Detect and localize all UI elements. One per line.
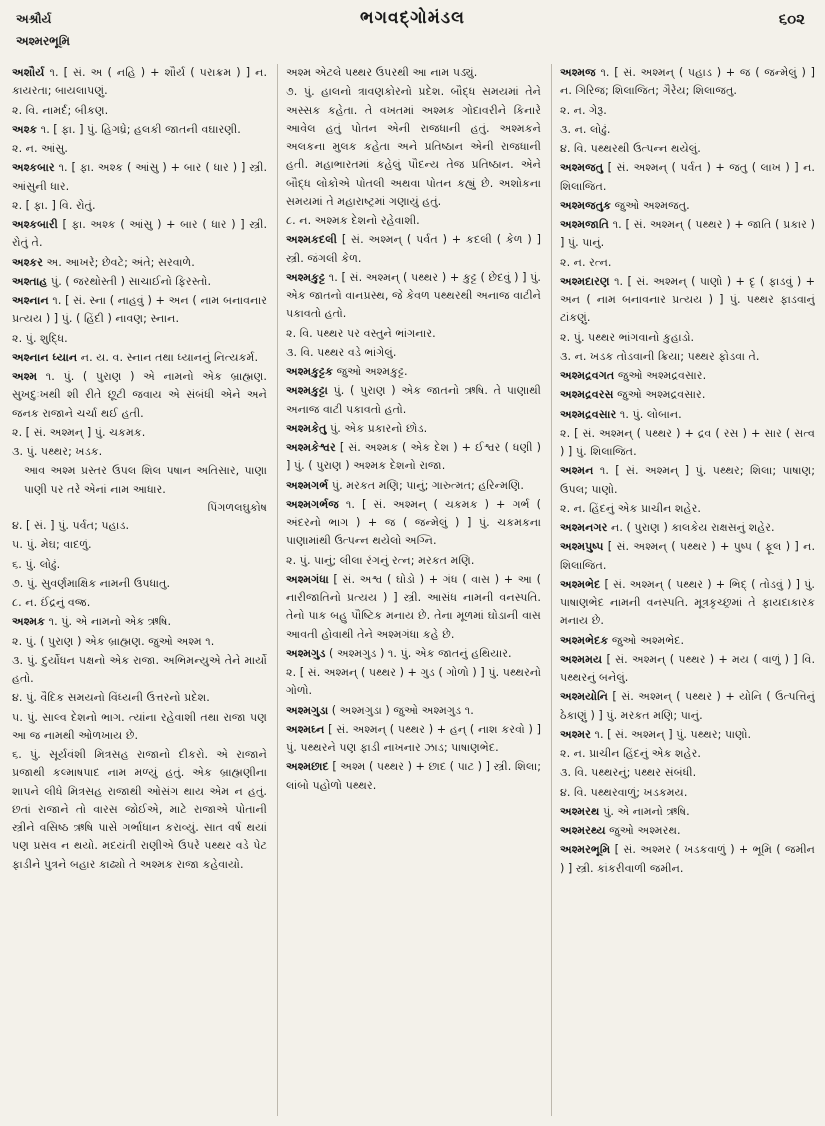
definition-text: [ સં. અશ્મક ( એક દેશ ) + ઈશ્વર ( ધણી ) ] પું. ( પુરાણ ) અશ્મક દેશનો રાજા.: [286, 441, 541, 473]
definition-text: જુઓ અશ્મજતુ.: [611, 198, 690, 212]
dictionary-entry: [12, 575, 267, 593]
definition-text: પું. ( જરથોસ્તી ) સાચાઈનો ફિરસ્તો.: [47, 274, 212, 288]
quotation-source: [12, 499, 267, 517]
definition-text: ૪. વિ. પથ્થરથી ઉત્પન્ન થયેલું.: [560, 142, 701, 155]
definition-text: ૧. [ ફા. અશ્ક ( આંસુ ) + બાર ( ધાર ) ] સ્ત્રી. આંસુની ધાર.: [12, 161, 267, 193]
headword: અશ્મગંધા: [286, 572, 329, 586]
dictionary-entry: [12, 197, 267, 215]
headword: અશ્મકુટ્ટક: [286, 365, 334, 378]
dictionary-entry: [286, 344, 541, 362]
definition-text: ૨. વિ. પથ્થર પર વસ્તુને ભાંગનાર.: [286, 326, 436, 340]
headword: અશ્મગર્ભ: [286, 478, 329, 492]
definition-text: ૧. [ ફા. ] પું. હિગધ્રે; હલકી જાતની વઘારણી.: [37, 122, 241, 136]
dictionary-entry: [12, 613, 267, 631]
dictionary-entry: [12, 368, 267, 423]
headword: અશ્મ: [12, 370, 38, 383]
headword: અશ્મકુટ્ટ: [286, 270, 326, 284]
dictionary-entry: [560, 822, 815, 840]
dictionary-entry: [286, 721, 541, 758]
dictionary-entry: [560, 726, 815, 744]
dictionary-entry: [560, 688, 815, 725]
headword: અશ્મગુડ: [286, 646, 326, 660]
definition-text: ૮. ન. ઈંદ્રનું વજ્ર.: [12, 596, 91, 609]
definition-text: ન. ય. વ. સ્નાન તથા ધ્યાનનું નિત્યકર્મ.: [77, 350, 259, 364]
definition-text: ૩. પું. દુર્યોધન પક્ષનો એક રાજા. અભિમન્યુએ તેને માર્યો હતો.: [12, 653, 267, 685]
definition-text: [ સં. અશ્વ ( ઘોડો ) + ગંધ ( વાસ ) + આ ( નારીજાતિનો પ્રત્યય ) ] સ્ત્રી. આસંધ નામની વનસ્પતિ. તેનો પાક બહુ પૌષ્ટિક મનાય છે. તેના મૂળમાં ઘોડાની વાસ આવતી હોવાથી તેને અશ્મગંધા કહે છે.: [286, 572, 541, 641]
definition-text: ૬. પું. લોઢું.: [12, 557, 61, 571]
dictionary-entry: [560, 197, 815, 215]
page-header: [0, 0, 825, 62]
dictionary-entry: [12, 349, 267, 367]
definition-text: ન. ( પુરાણ ) કાલકેય રાક્ષસનું શહેર.: [607, 521, 775, 534]
headword: અશ્કર: [12, 255, 43, 269]
dictionary-entry: [560, 764, 815, 782]
headword: અશ્મમય: [560, 652, 603, 666]
definition-text: ૬. પું. સૂર્યવંશી મિત્રસહ રાજાનો દીકરો. એ રાજાને પ્રજાથી કલ્માષપાદ નામ મળ્યું હતું. એક બ્રાહ્મણીના શાપને લીધે મિત્રસહ રાજાથી ઓસંગ થાય એમ ન હતું. છતાં રાજાને તો વારસ જોઈએ, માટે રાજાએ પોતાની સ્ત્રીને વસિષ્ઠ ઋષિ પાસે ગર્ભાધાન કરાવ્યું. સાત વર્ષ થયાં પણ પ્રસવ ન થયો. મદયંતી રાણીએ ઉપરે પથ્થર વડે પેટ ફાડીને પુત્રને બહાર કાઢ્યો તે અશ્મક રાજા કહેવાયો.: [12, 748, 267, 871]
headword: અશ્મજતુ: [560, 161, 604, 175]
guide-word-last: અશ્મરભૂમિ: [16, 34, 70, 48]
definition-text: ૨. ન. ગેરૂ.: [560, 103, 607, 117]
definition-text: ૨. પું. ( પુરાણ ) એક બ્રાહ્મણ. જુઓ અશ્મ ૧.: [12, 634, 215, 648]
dictionary-entry: [12, 594, 267, 612]
dictionary-columns: [12, 64, 815, 1116]
dictionary-entry: [286, 552, 541, 570]
dictionary-entry: [286, 496, 541, 551]
definition-text: [ સં. અશ્મન્ ( પર્વત ) + જતુ ( લાખ ) ] ન. શિલાજિત.: [560, 161, 815, 193]
dictionary-entry: [560, 784, 815, 802]
dictionary-entry: [12, 746, 267, 874]
dictionary-entry: [560, 216, 815, 253]
definition-text: ૨. પું. પાનું; લીલા રંગનું રત્ન; મરકત મણિ.: [286, 553, 475, 567]
headword: અશ્મકેશ્વર: [286, 441, 336, 454]
definition-text: ૩. પું. પથ્થર; ખડક.: [12, 445, 103, 458]
definition-text: ૩. ન. ખડક તોડવાની ક્રિયા; પથ્થર ફોડવા તે.: [560, 349, 760, 363]
dictionary-entry: [560, 102, 815, 120]
definition-text: ૧. [ સં. અશ્મન્ ( પાણો ) + દૃ ( ફાડવું ) + અન ( નામ બનાવનાર પ્રત્યય ) ] પું. પથ્થર ફાડવાનું ટાંકણું.: [560, 274, 815, 325]
dictionary-entry: [286, 363, 541, 381]
headword: અશ્કબાર: [12, 161, 55, 175]
definition-text: ૨. પું. પથ્થર ભાંગવાનો કુહાડો.: [560, 330, 695, 344]
dictionary-entry: [560, 841, 815, 878]
definition-text: [ સં. અશ્મન્ ( પથ્થર ) + મય ( વાળું ) ] વિ. પથ્થરનું બનેલું.: [560, 652, 815, 684]
headword: અશ્મક: [12, 615, 46, 629]
dictionary-entry: [12, 64, 267, 101]
headword: અશ્મજ: [560, 66, 596, 79]
headword: અશ્નાન ધ્યાન: [12, 350, 78, 364]
definition-text: ૩. ન. લોઢું.: [560, 122, 611, 136]
guide-word-first: અશ્રૌર્ય: [16, 12, 52, 26]
dictionary-entry: [560, 329, 815, 347]
dictionary-entry: [286, 269, 541, 324]
dictionary-entry: [286, 645, 541, 663]
dictionary-entry: [12, 159, 267, 196]
definition-text: [ સં. અશ્મન્ ( પથ્થર ) + હન્ ( નાશ કરવો ) ] પું. પથ્થરને પણ ફાડી નાખનાર ઝાડ; પાષાણભેદ.: [286, 722, 541, 754]
dictionary-entry: [12, 556, 267, 574]
dictionary-entry: [286, 664, 541, 701]
definition-text: [ ફા. અશ્ક ( આંસુ ) + બાર ( ધાર ) ] સ્ત્રી. રોતું તે.: [12, 218, 267, 250]
dictionary-entry: [560, 367, 815, 385]
definition-text: ૧. પું. લોબાન.: [616, 407, 682, 421]
dictionary-entry: [286, 702, 541, 720]
headword: અશ્મકુટ્ટા: [286, 384, 328, 398]
dictionary-entry: [560, 538, 815, 575]
dictionary-entry: [286, 325, 541, 343]
definition-text: ૧. [ સં. અશ્મન્ ( પથ્થર ) + કુટ્ટ ( છેદવું ) ] પું. એક જાતનો વાનપ્રસ્થ, જે કેવળ પથ્થરથી અનાજ વાટીને પકાવતો હતો.: [286, 270, 541, 321]
headword: અશ્મદ્રવસાર: [560, 407, 617, 421]
definition-text: ૨. વિ. નામર્દ; બીકણ.: [12, 103, 109, 117]
headword: અશ્મભેદ: [560, 577, 601, 591]
headword: અશ્મકદલી: [286, 233, 337, 247]
headword: અશૌર્ય: [12, 66, 45, 79]
definition-text: ( અશ્મગુડ ) ૧. પું. એક જાતનું હથિયાર.: [325, 646, 512, 660]
headword: અશ્મનગર: [560, 521, 608, 534]
dictionary-entry: [560, 651, 815, 688]
definition-text: ૨. [ ફા. ] વિ. રોતું.: [12, 198, 96, 212]
headword: અશ્મયોનિ: [560, 690, 608, 704]
definition-text: ૨. [ સં. અશ્મન્ ( પથ્થર ) + દ્રવ ( રસ ) + સાર ( સત્વ ) ] પું. શિલાજિત.: [560, 426, 815, 458]
dictionary-entry: [12, 102, 267, 120]
definition-text: જુઓ અશ્મભેદ.: [608, 633, 685, 647]
page-number: ૬૦૨: [778, 10, 805, 28]
definition-text: ૩. વિ. પથ્થર વડે ભાંગેલું.: [286, 345, 397, 359]
dictionary-entry: [12, 652, 267, 689]
dictionary-entry: [12, 709, 267, 746]
definition-text: [ સં. અશ્મન્ ( પથ્થર ) + ભિદ્ ( તોડવું ) ] પું. પાષાણભેદ નામની વનસ્પતિ. મૂત્રકૃચ્છ્રમાં તે ફાયદાકારક મનાય છે.: [560, 577, 815, 628]
definition-text: અ. આખરે; છેવટે; અંતે; સરવાળે.: [42, 255, 195, 269]
headword: અશ્મરભૂમિ: [560, 843, 611, 857]
definition-text: ૧. [ સં. અ ( નહિ ) + શૌર્ય ( પરાક્રમ ) ] ન. કાયરતા; બાયલાપણું.: [12, 66, 267, 98]
definition-text: જુઓ અશ્મરથ.: [605, 824, 681, 837]
definition-text: ( અશ્મગુડા ) જુઓ અશ્મગુડ ૧.: [328, 703, 474, 717]
headword: અશ્મજતુક: [560, 198, 612, 212]
headword: અશ્મરથ્ય: [560, 824, 606, 837]
dictionary-entry: [560, 254, 815, 272]
definition-text: ૨. ન. હિંદનું એક પ્રાચીન શહેર.: [560, 501, 701, 515]
dictionary-entry: [12, 536, 267, 554]
headword: અશ્મઘ્ન: [286, 722, 325, 736]
page-title: ભગવદ્ગોમંડલ: [360, 8, 465, 28]
dictionary-entry: [12, 330, 267, 348]
definition-text: ૧. [ સં. અશ્મન્ ( પથ્થર ) + જાતિ ( પ્રકાર ) ] પું. પાનું.: [560, 218, 815, 250]
dictionary-entry: [12, 633, 267, 651]
dictionary-entry: [560, 745, 815, 763]
headword: અશ્મકેતુ: [286, 421, 327, 435]
definition-text: [ સં. અશ્મન્ ( પર્વત ) + કદલી ( કેળ ) ] સ્ત્રી. જંગલી કેળ.: [286, 233, 541, 265]
headword: અશ્મર: [560, 727, 591, 741]
dictionary-entry: [560, 803, 815, 821]
dictionary-entry: [12, 121, 267, 139]
headword: અશ્ક: [12, 122, 38, 136]
definition-text: [ અશ્મ ( પથ્થર ) + છાદ ( પાટ ) ] સ્ત્રી. શિલા; લાંબો પહોળો પથ્થર.: [286, 760, 541, 792]
definition-text: ૧. [ સં. અશ્મન્ ( ચકમક ) + ગર્ભ ( અંદરનો ભાગ ) + જ ( જન્મેલું ) ] પું. ચકમકના પાણામાંથી ઉત્પન્ન થયેલો અગ્નિ.: [286, 497, 541, 548]
column-1: [12, 64, 267, 1116]
dictionary-entry: [12, 689, 267, 707]
dictionary-entry: [286, 382, 541, 419]
definition-text: જુઓ અશ્મદ્રવસાર.: [613, 388, 706, 402]
headword: અશ્મજાતિ: [560, 218, 609, 231]
definition-text: પું. એ નામનો ઋષિ.: [599, 804, 690, 818]
dictionary-entry: [12, 140, 267, 158]
definition-text: પું. ( પુરાણ ) એક જાતનો ઋષિ. તે પાણાથી અનાજ વાટી પકાવતો હતો.: [286, 384, 541, 416]
definition-text: [ સં. અશ્મન્ ( પથ્થર ) + યોનિ ( ઉત્પત્તિનું ઠેકાણું ) ] પું. મરકત મણિ; પાનું.: [560, 690, 815, 722]
definition-text: ૨. ન. પ્રાચીન હિંદનું એક શહેર.: [560, 747, 701, 760]
dictionary-entry: [12, 517, 267, 535]
column-3: [551, 64, 815, 1116]
dictionary-entry: [560, 462, 815, 499]
dictionary-entry: [286, 477, 541, 495]
dictionary-entry: [286, 83, 541, 211]
definition-text: પું. મરકત મણિ; પાનું; ગારુત્મત; હરિન્મણિ.: [328, 478, 524, 492]
dictionary-entry: [12, 216, 267, 253]
headword: અશ્મભેદક: [560, 633, 609, 647]
definition-text: ૮. ન. અશ્મક દેશનો રહેવાશી.: [286, 214, 420, 227]
definition-text: અશ્મ એટલે પથ્થર ઉપરથી આ નામ પડ્યું.: [286, 66, 478, 79]
definition-text: ૧. પું. એ નામનો એક ઋષિ.: [45, 615, 172, 629]
dictionary-entry: [560, 140, 815, 158]
dictionary-entry: [560, 406, 815, 424]
definition-text: જુઓ અશ્મદ્રવસાર.: [614, 369, 707, 382]
definition-text: [ સં. અશ્મર ( ખડકવાળું ) + ભૂમિ ( જમીન ) ] સ્ત્રી. કાંકરીવાળી જમીન.: [560, 843, 815, 875]
dictionary-entry: [560, 64, 815, 101]
headword: અશ્મદારણ: [560, 274, 610, 288]
headword: અશ્કબારી: [12, 218, 58, 231]
dictionary-entry: [12, 424, 267, 442]
dictionary-entry: [286, 64, 541, 82]
dictionary-entry: [286, 439, 541, 476]
definition-text: પિંગળલઘુકોષ: [207, 500, 267, 514]
dictionary-entry: [560, 273, 815, 328]
headword: અશ્મગર્ભજ: [286, 497, 339, 511]
definition-text: ૩. વિ. પથ્થરનું; પથ્થર સંબંધી.: [560, 766, 697, 780]
dictionary-entry: [560, 121, 815, 139]
definition-text: ૪. [ સં. ] પું. પર્વત; પહાડ.: [12, 519, 130, 532]
dictionary-entry: [12, 443, 267, 461]
dictionary-entry: [560, 386, 815, 404]
dictionary-entry: [286, 231, 541, 268]
dictionary-entry: [560, 576, 815, 631]
column-2: [277, 64, 541, 1116]
headword: અશ્મગુડા: [286, 703, 329, 717]
definition-text: ૨. [ સં. અશ્મન્ ( પથ્થર ) + ગુડ ( ગોળો ) ] પું. પથ્થરનો ગોળો.: [286, 666, 541, 698]
definition-text: ૧. [ સં. અશ્મન્ ] પું. પથ્થર; પાણો.: [590, 727, 752, 741]
dictionary-entry: [560, 500, 815, 518]
definition-text: ૧. [ સં. અશ્મન્ ( પહાડ ) + જ ( જન્મેલું ) ] ન. ગિરિજ; શિલાજિત; ગૈરેય; શિલાજતુ.: [560, 66, 815, 98]
quotation: [12, 462, 267, 499]
dictionary-entry: [12, 273, 267, 291]
dictionary-entry: [560, 348, 815, 366]
definition-text: ૭. પું. સુવર્ણમાક્ષિક નામની ઉપધાતુ.: [12, 576, 171, 590]
definition-text: ૧. [ સં. સ્ના ( નાહવું ) + અન ( નામ બનાવનાર પ્રત્યય ) ] પું. ( હિંદી ) નાવણ; સ્નાન.: [12, 294, 267, 326]
headword: અશ્તાહ: [12, 274, 48, 288]
definition-text: આવ અશ્મ પ્રસ્તર ઉપલ શિલ પષાન અતિસાર, પાણા પાણી પર તરે એનાં નામ આધાર.: [24, 464, 267, 496]
headword: અશ્નાન: [12, 294, 49, 307]
headword: અશ્મન: [560, 464, 594, 478]
headword: અશ્મપુષ્પ: [560, 540, 604, 554]
definition-text: ૭. પું. હાલનો ત્રાવણકોરનો પ્રદેશ. બૌદ્ધ સમયમાં તેને અસ્સક કહેતા. તે વખતમાં અશ્મક ગોદાવરીને કિનારે આવેલ હતું પોતન એની રાજધાની હતું. અશ્મકને અલકના મુલક કહેતા અને પ્રતિષ્ઠાન એની રાજધાની હતી. મહાભારતમાં કહેલું પૌદન્ય તેજ પ્રતિષ્ઠાન. એને બૌદ્ધ લોકોએ પોતલી અથવા પોતન કહ્યું છે. અશોકના સમયમાં તે મહારાષ્ટ્રમાં ગણાયું હતું.: [286, 85, 541, 208]
definition-text: ૫. પું. મેઘ; વાદળું.: [12, 538, 92, 552]
dictionary-entry: [12, 254, 267, 272]
headword: અશ્મછાદ: [286, 760, 329, 774]
definition-text: ૪. વિ. પથ્થરવાળું; ખડકમય.: [560, 785, 688, 799]
dictionary-entry: [286, 758, 541, 795]
definition-text: ૧. પું. ( પુરાણ ) એ નામનો એક બ્રાહ્મણ. સુખદુઃખથી શી રીતે છૂટી જવાય એ સંબંધી એને અને જનક રાજાને ચર્ચા થઈ હતી.: [12, 370, 267, 420]
dictionary-entry: [12, 292, 267, 329]
definition-text: ૨. ન. આંસુ.: [12, 142, 68, 155]
dictionary-entry: [560, 632, 815, 650]
definition-text: જુઓ અશ્મકુટ્ટ.: [333, 365, 408, 378]
definition-text: પું. એક પ્રકારનો છોડ.: [326, 421, 428, 435]
dictionary-entry: [560, 159, 815, 196]
headword: અશ્મરથ: [560, 804, 600, 818]
dictionary-entry: [560, 425, 815, 462]
definition-text: ૨. [ સં. અશ્મન્ ] પું. ચકમક.: [12, 425, 146, 439]
definition-text: ૨. પું. શુદ્ધિ.: [12, 331, 68, 345]
dictionary-entry: [286, 420, 541, 438]
dictionary-entry: [286, 571, 541, 644]
definition-text: ૨. ન. રત્ન.: [560, 255, 612, 269]
definition-text: ૧. [ સં. અશ્મન્ ] પું. પથ્થર; શિલા; પાષાણ; ઉપલ; પાણો.: [560, 464, 815, 496]
definition-text: [ સં. અશ્મન્ ( પથ્થર ) + પુષ્પ ( ફૂલ ) ] ન. શિલાજિત.: [560, 540, 815, 572]
headword: અશ્મદ્રવગત: [560, 369, 615, 382]
dictionary-entry: [286, 212, 541, 230]
definition-text: ૪. પું. વૈદિક સમયનો વિંધ્યની ઉત્તરનો પ્રદેશ.: [12, 691, 210, 705]
definition-text: ૫. પું. સાલ્વ દેશનો ભાગ. ત્યાંના રહેવાશી તથા રાજા પણ આ જ નામથી ઓળખાય છે.: [12, 710, 267, 742]
headword: અશ્મદ્રવરસ: [560, 388, 614, 402]
dictionary-entry: [560, 519, 815, 537]
